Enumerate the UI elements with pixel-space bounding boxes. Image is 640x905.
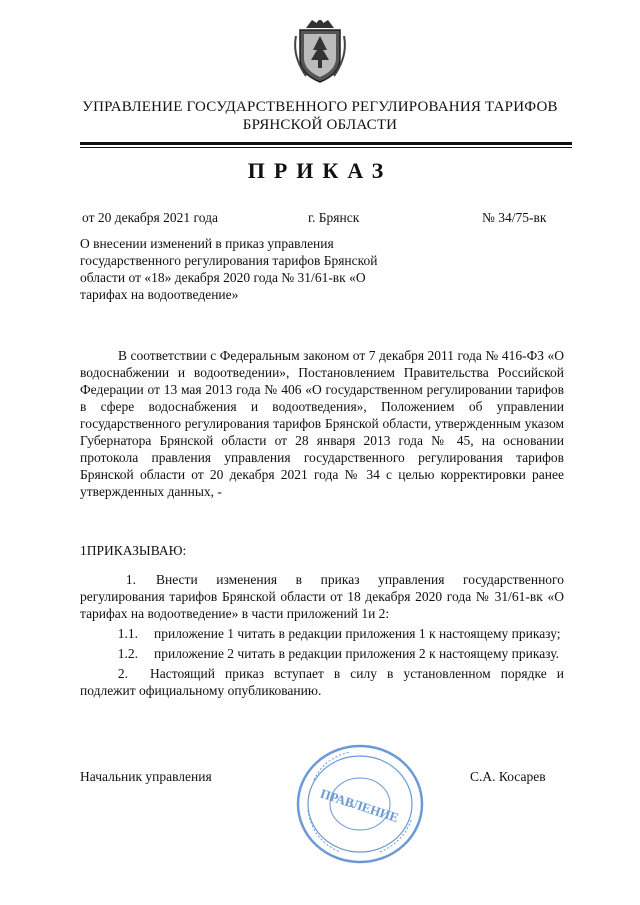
order-item <box>80 645 564 662</box>
order-word: 1ПРИКАЗЫВАЮ: <box>80 543 187 558</box>
document-date: от 20 декабря 2021 года <box>82 210 218 225</box>
coat-of-arms-icon <box>292 16 348 84</box>
signer-title: Начальник управления <box>80 769 212 784</box>
document-title: ПРИКАЗ <box>247 158 393 183</box>
item-text: Настоящий приказ вступает в силу в установленном порядке и подлежит официальному опубликованию. <box>80 666 564 698</box>
item-number: 1.2. <box>117 646 138 661</box>
header-divider-thin <box>80 147 572 148</box>
document-number: № 34/75-вк <box>482 210 547 225</box>
stamp-text: ПРАВЛЕНИЕ <box>318 785 401 826</box>
item-text: приложение 1 читать в редакции приложения 1 к настоящему приказу; <box>154 626 561 641</box>
document-city: г. Брянск <box>308 210 360 225</box>
organization-line-2: БРЯНСКОЙ ОБЛАСТИ <box>242 117 398 133</box>
order-item <box>80 571 564 622</box>
item-number: 2. <box>117 666 128 681</box>
header-divider-thick <box>80 142 572 145</box>
order-item <box>80 665 564 699</box>
signer-name: С.А. Косарев <box>470 769 546 784</box>
document-subject: О внесении изменений в приказ управления государственного регулирования тарифов Брянской области от «18» декабря 2020 года № 31/61-вк «О тарифах на водоотведение» <box>80 236 378 302</box>
preamble-paragraph: В соответствии с Федеральным законом от 7 декабря 2011 года № 416-ФЗ «О водоснабжении и водоотведении», Постановлением Правительства Российской Федерации от 13 мая 2013 года № 406 «О государственном регулировании тарифов в сфере водоснабжения и водоотведения», Положением об управлении государственного регулирования тарифов Брянской области, утвержденным указом Губернатора Брянской области от 28 января 2013 года № 45, на основании протокола правления управления государственного регулирования тарифов Брянской области от 20 декабря 2021 года № 34 с целью корректировки ранее утвержденных данных, - <box>80 348 564 499</box>
item-text: приложение 2 читать в редакции приложения 2 к настоящему приказу. <box>154 646 560 661</box>
organization-name <box>40 98 600 134</box>
item-text: Внести изменения в приказ управления государственного регулирования тарифов Брянской области от 18 декабря 2020 года № 31/61-вк «О тарифах на водоотведение» в части приложений 1и 2: <box>80 572 564 621</box>
official-stamp <box>294 740 426 868</box>
order-items <box>80 571 564 702</box>
organization-line-1: УПРАВЛЕНИЕ ГОСУДАРСТВЕННОГО РЕГУЛИРОВАНИЯ ТАРИФОВ <box>82 99 558 115</box>
item-number: 1. <box>125 572 136 587</box>
order-item <box>80 625 564 642</box>
item-number: 1.1. <box>117 626 138 641</box>
